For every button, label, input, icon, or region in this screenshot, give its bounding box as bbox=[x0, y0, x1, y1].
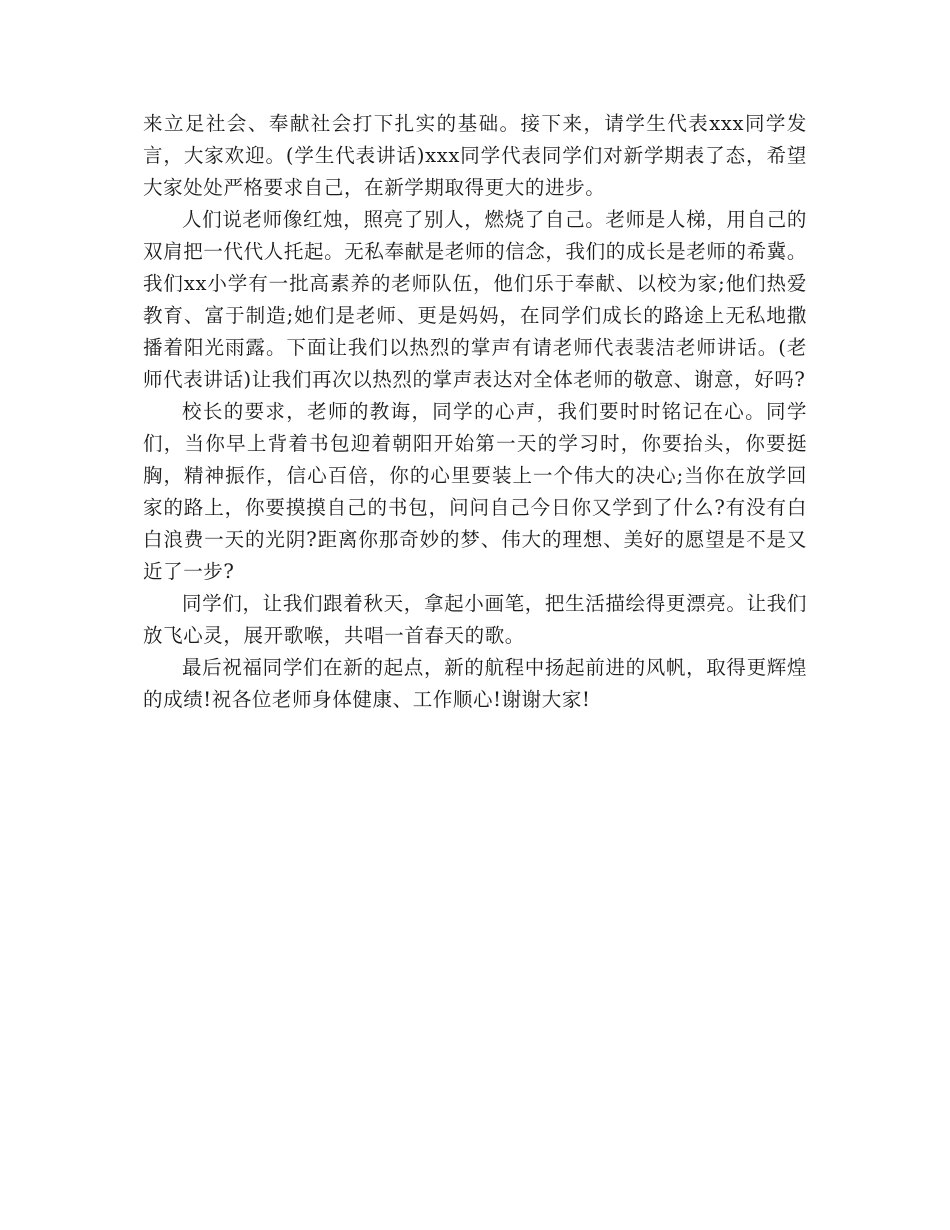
paragraph-1: 来立足社会、奉献社会打下扎实的基础。接下来，请学生代表xxx同学发言，大家欢迎。(学生代表讲话)xxx同学代表同学们对新学期表了态，希望大家处处严格要求自己，在新学期取得更大的进步。 bbox=[143, 112, 807, 199]
paragraph-3: 校长的要求，老师的教诲，同学的心声，我们要时时铭记在心。同学们，当你早上背着书包迎着朝阳开始第一天的学习时，你要抬头，你要挺胸，精神振作，信心百倍，你的心里要装上一个伟大的决心;当你在放学回家的路上，你要摸摸自己的书包，问问自己今日你又学到了什么?有没有白白浪费一天的光阴?距离你那奇妙的梦、伟大的理想、美好的愿望是不是又近了一步? bbox=[143, 400, 807, 583]
paragraph-4: 同学们，让我们跟着秋天，拿起小画笔，把生活描绘得更漂亮。让我们放飞心灵，展开歌喉，共唱一首春天的歌。 bbox=[143, 592, 807, 647]
document-body bbox=[143, 108, 807, 716]
paragraph-5: 最后祝福同学们在新的起点，新的航程中扬起前进的风帆，取得更辉煌的成绩!祝各位老师身体健康、工作顺心!谢谢大家! bbox=[143, 656, 807, 711]
paragraph-2: 人们说老师像红烛，照亮了别人，燃烧了自己。老师是人梯，用自己的双肩把一代代人托起。无私奉献是老师的信念，我们的成长是老师的希冀。我们xx小学有一批高素养的老师队伍，他们乐于奉献、以校为家;他们热爱教育、富于制造;她们是老师、更是妈妈，在同学们成长的路途上无私地撒播着阳光雨露。下面让我们以热烈的掌声有请老师代表裴洁老师讲话。(老师代表讲话)让我们再次以热烈的掌声表达对全体老师的敬意、谢意，好吗? bbox=[143, 208, 807, 391]
